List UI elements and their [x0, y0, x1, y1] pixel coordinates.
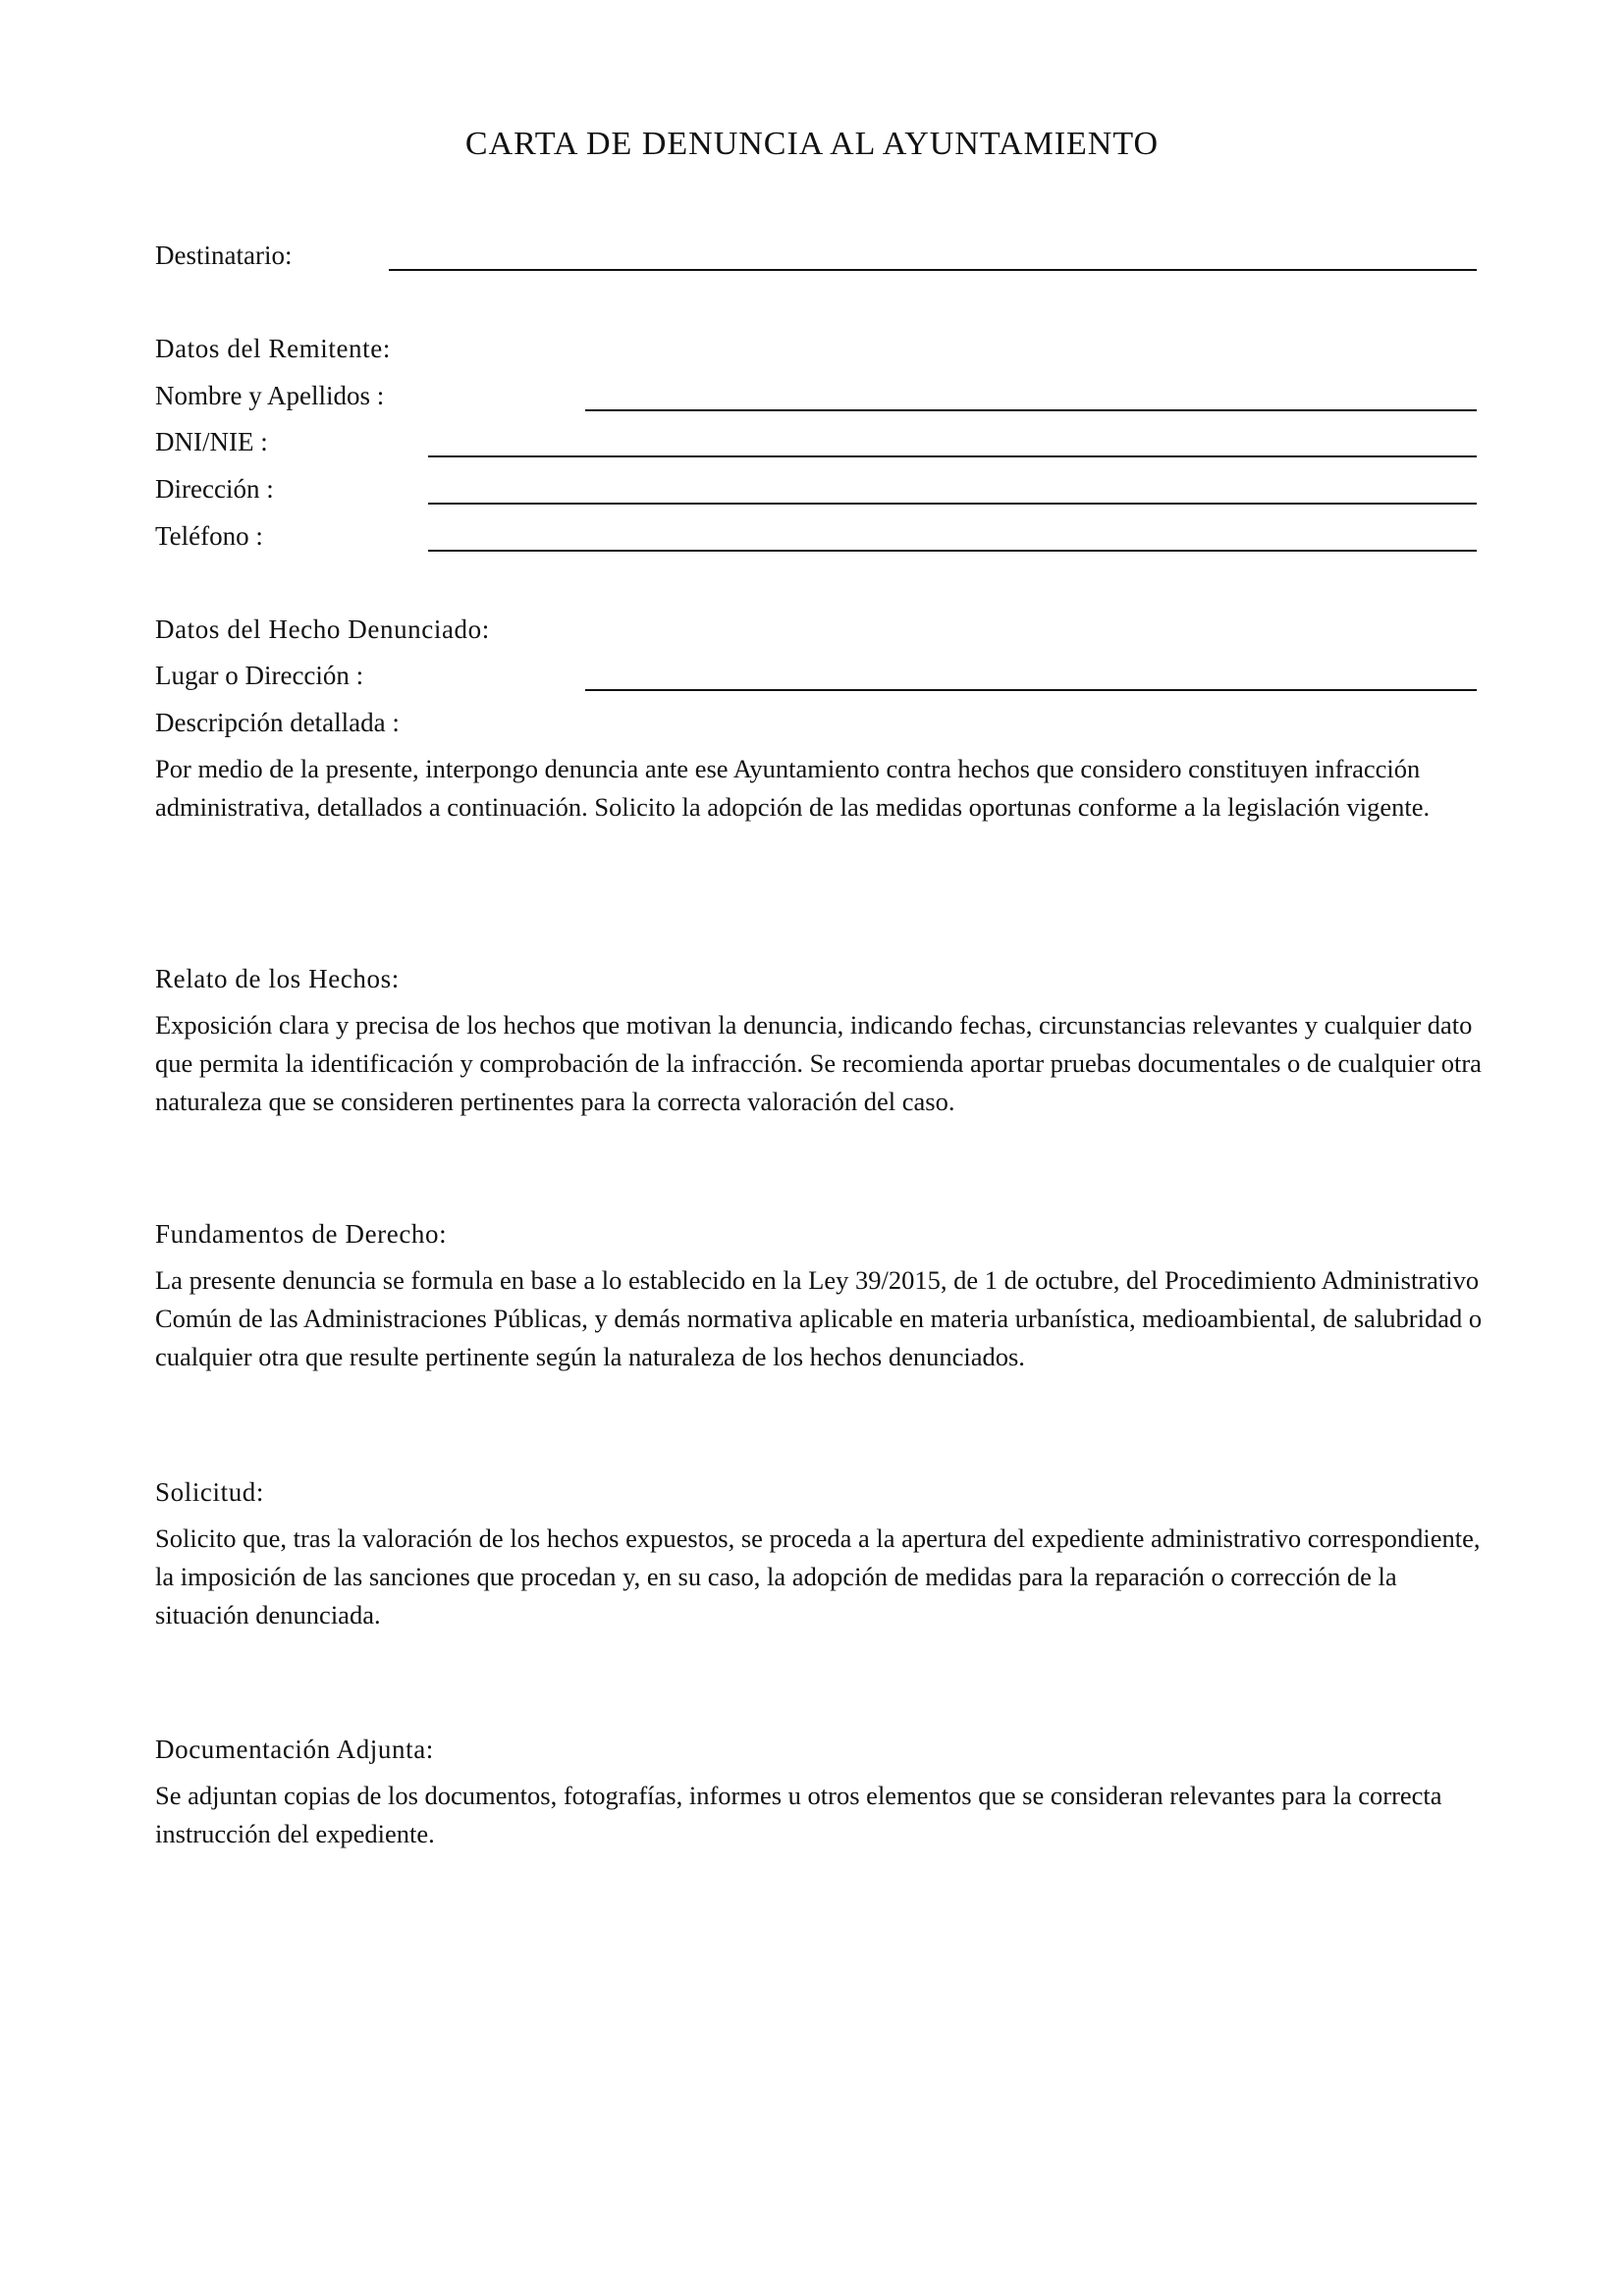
sender-address-field[interactable] [428, 503, 1477, 505]
incident-description-text: Por medio de la presente, interpongo denuncia ante ese Ayuntamiento contra hechos que considero constituyen infracción administrativa, detallados a continuación. Solicito la adopción de las medidas oportunas conforme a la legislación vigente. [155, 754, 1431, 822]
sender-name-field[interactable] [585, 409, 1477, 411]
request-heading: Solicitud: [155, 1477, 265, 1507]
document-title: CARTA DE DENUNCIA AL AYUNTAMIENTO [464, 126, 1160, 162]
attachments-heading: Documentación Adjunta: [155, 1735, 434, 1764]
facts-text: Exposición clara y precisa de los hechos que motivan la denuncia, indicando fechas, circunstancias relevantes y cualquier dato que permita la identificación y comprobación de la infracción. Se recomienda aportar pruebas documentales o de cualquier otra naturaleza que se consideren pertinentes para la correcta valoración del caso. [155, 1010, 1482, 1116]
incident-location-label: Lugar o Dirección : [155, 661, 364, 690]
incident-description-label: Descripción detallada : [155, 708, 400, 737]
facts-heading: Relato de los Hechos: [155, 964, 400, 993]
recipient-field[interactable] [389, 269, 1477, 271]
sender-dni-label: DNI/NIE : [155, 427, 268, 456]
sender-address-label: Dirección : [155, 474, 274, 504]
sender-phone-field[interactable] [428, 550, 1477, 552]
request-text: Solicito que, tras la valoración de los hechos expuestos, se proceda a la apertura del expediente administrativo correspondiente, la imposición de las sanciones que procedan y, en su caso, la adopción de medidas para la reparación o corrección de la situación denunciada. [155, 1523, 1481, 1629]
sender-dni-field[interactable] [428, 455, 1477, 457]
attachments-text: Se adjuntan copias de los documentos, fotografías, informes u otros elementos que se consideran relevantes para la correcta instrucción del expediente. [155, 1781, 1442, 1848]
incident-heading: Datos del Hecho Denunciado: [155, 614, 490, 644]
sender-name-label: Nombre y Apellidos : [155, 381, 385, 410]
recipient-label: Destinatario: [155, 240, 293, 270]
legal-basis-text: La presente denuncia se formula en base a lo establecido en la Ley 39/2015, de 1 de octubre, del Procedimiento Administrativo Común de las Administraciones Públicas, y demás normativa aplicable en materia urbanística, medioambiental, de salubridad o cualquier otra que resulte pertinente según la naturaleza de los hechos denunciados. [155, 1265, 1483, 1371]
incident-location-field[interactable] [585, 689, 1477, 691]
sender-heading: Datos del Remitente: [155, 334, 391, 363]
sender-phone-label: Teléfono : [155, 521, 263, 551]
legal-basis-heading: Fundamentos de Derecho: [155, 1219, 448, 1249]
